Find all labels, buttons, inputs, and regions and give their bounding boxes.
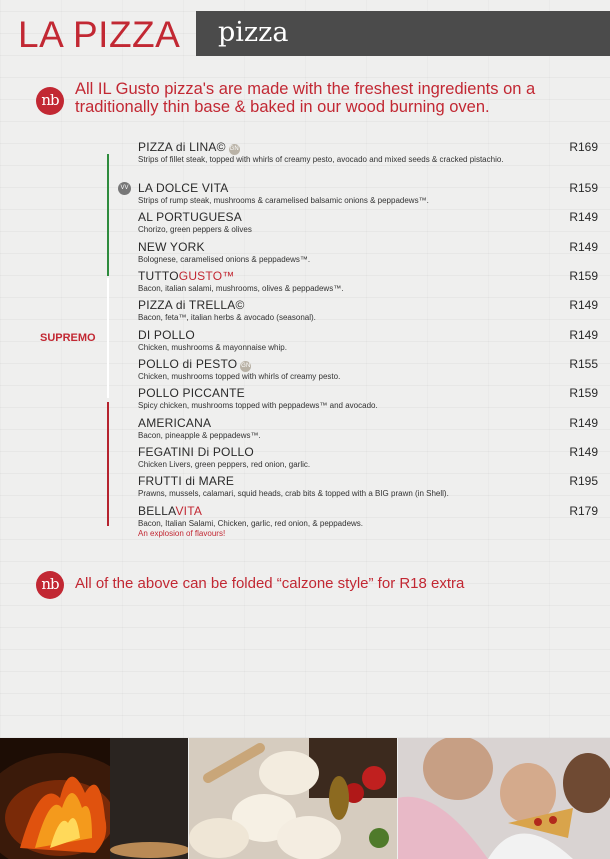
item-description: Bacon, pineapple & peppadews™. bbox=[138, 431, 261, 440]
dough-photo bbox=[189, 738, 397, 859]
menu-item-al-portuguesa[interactable] bbox=[138, 210, 598, 235]
item-name: PIZZA di LINA© bbox=[138, 140, 226, 154]
item-name: PIZZA di TRELLA© bbox=[138, 298, 245, 312]
item-name: TUTTO bbox=[138, 269, 179, 283]
item-tagline: An explosion of flavours! bbox=[138, 529, 226, 538]
item-price: R159 bbox=[569, 386, 598, 400]
menu-item-fegatini-di-pollo[interactable] bbox=[138, 445, 598, 470]
menu-item-tutto-gusto[interactable] bbox=[138, 269, 598, 294]
item-price: R149 bbox=[569, 240, 598, 254]
item-price: R149 bbox=[569, 210, 598, 224]
item-description: Chicken, mushrooms topped with whirls of creamy pesto. bbox=[138, 372, 341, 381]
item-description: Strips of fillet steak, topped with whirls of creamy pesto, avocado and mixed seeds & cracked pistachio. bbox=[138, 155, 504, 164]
menu-item-frutti-di-mare[interactable] bbox=[138, 474, 598, 499]
item-price: R159 bbox=[569, 269, 598, 283]
menu-item-bella-vita[interactable] bbox=[138, 504, 598, 539]
nb-logo-icon: nb bbox=[36, 571, 64, 599]
item-price: R155 bbox=[569, 357, 598, 371]
gn-badge-icon: GN bbox=[229, 144, 240, 155]
item-name: POLLO PICCANTE bbox=[138, 386, 245, 400]
item-name: POLLO di PESTO bbox=[138, 357, 238, 371]
item-name: NEW YORK bbox=[138, 240, 205, 254]
title-bar bbox=[196, 11, 610, 56]
flag-white-line bbox=[107, 278, 109, 398]
item-price: R179 bbox=[569, 504, 598, 518]
friends-eating-pizza-photo bbox=[398, 738, 610, 859]
item-description: Spicy chicken, mushrooms topped with peppadews™ and avocado. bbox=[138, 401, 378, 410]
item-name-highlight: VITA bbox=[175, 504, 203, 518]
item-name: AMERICANA bbox=[138, 416, 212, 430]
item-name: LA DOLCE VITA bbox=[138, 181, 229, 195]
item-price: R195 bbox=[569, 474, 598, 488]
menu-item-new-york[interactable] bbox=[138, 240, 598, 265]
item-description: Chicken Livers, green peppers, red onion, garlic. bbox=[138, 460, 311, 469]
vv-badge-icon: VV bbox=[118, 182, 131, 195]
item-name: AL PORTUGUESA bbox=[138, 210, 242, 224]
calzone-note: All of the above can be folded “calzone style” for R18 extra bbox=[75, 575, 465, 592]
item-price: R149 bbox=[569, 328, 598, 342]
flag-red-line bbox=[107, 402, 109, 526]
wood-oven-photo bbox=[0, 738, 188, 859]
item-name-highlight: GUSTO™ bbox=[178, 269, 235, 283]
item-description: Chicken, mushrooms & mayonnaise whip. bbox=[138, 343, 287, 352]
item-price: R149 bbox=[569, 298, 598, 312]
menu-item-pizza-di-trella[interactable] bbox=[138, 298, 598, 323]
section-label: SUPREMO bbox=[40, 332, 96, 344]
nb-logo-icon: nb bbox=[36, 87, 64, 115]
item-description: Prawns, mussels, calamari, squid heads, crab bits & topped with a BIG prawn (in Shell). bbox=[138, 489, 449, 498]
item-price: R149 bbox=[569, 416, 598, 430]
page-title: LA PIZZA bbox=[18, 14, 181, 55]
item-price: R169 bbox=[569, 140, 598, 154]
item-description: Bacon, italian salami, mushrooms, olives & peppadews™. bbox=[138, 284, 344, 293]
menu-item-pizza-di-lina[interactable] bbox=[138, 140, 598, 165]
section-title: pizza bbox=[218, 17, 289, 48]
item-description: Strips of rump steak, mushrooms & caramelised balsamic onions & peppadews™. bbox=[138, 196, 429, 205]
item-description: Bacon, Italian Salami, Chicken, garlic, red onion, & peppadews. bbox=[138, 519, 364, 528]
menu-item-la-dolce-vita[interactable] bbox=[120, 181, 598, 206]
item-description: Chorizo, green peppers & olives bbox=[138, 225, 252, 234]
photo-strip bbox=[0, 738, 610, 859]
intro-text: All IL Gusto pizza's are made with the freshest ingredients on a traditionally thin base & baked in our wood burning oven. bbox=[75, 80, 536, 116]
item-name: FRUTTI di MARE bbox=[138, 474, 235, 488]
item-name: BELLA bbox=[138, 504, 176, 518]
item-price: R159 bbox=[569, 181, 598, 195]
gn-badge-icon: GN bbox=[240, 361, 251, 372]
menu-item-pollo-di-pesto[interactable] bbox=[138, 357, 598, 382]
item-name: FEGATINI Di POLLO bbox=[138, 445, 254, 459]
item-description: Bolognese, caramelised onions & peppadews™. bbox=[138, 255, 311, 264]
item-description: Bacon, feta™, italian herbs & avocado (seasonal). bbox=[138, 313, 316, 322]
menu-item-americana[interactable] bbox=[138, 416, 598, 441]
item-price: R149 bbox=[569, 445, 598, 459]
item-name: DI POLLO bbox=[138, 328, 195, 342]
flag-green-line bbox=[107, 154, 109, 276]
menu-item-pollo-piccante[interactable] bbox=[138, 386, 598, 411]
menu-item-di-pollo[interactable] bbox=[138, 328, 598, 353]
